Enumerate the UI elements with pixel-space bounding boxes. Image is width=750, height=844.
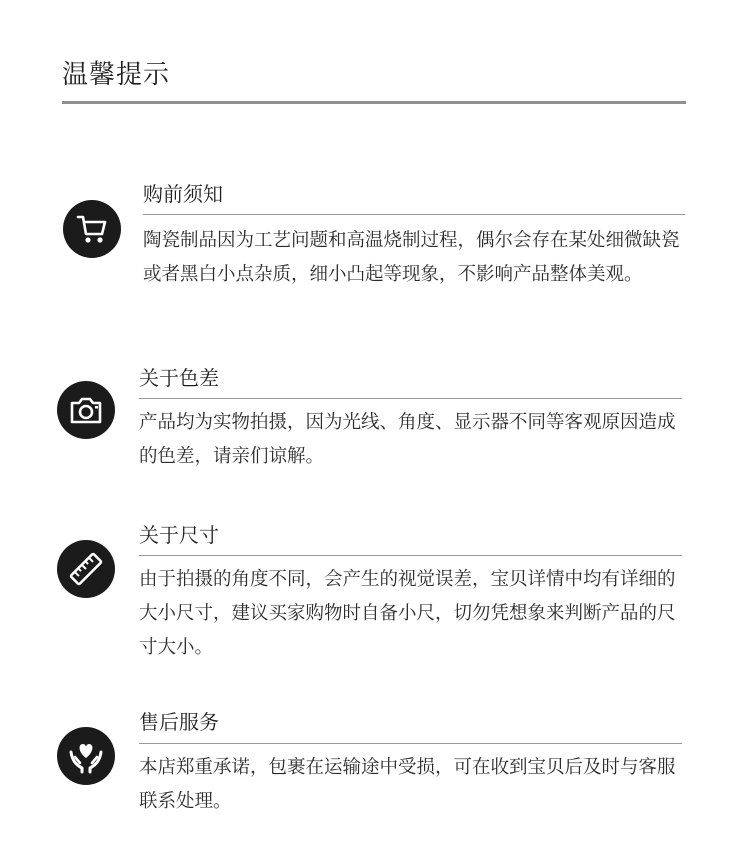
- ruler-icon: [57, 540, 115, 598]
- section-text: 产品均为实物拍摄，因为光线、角度、显示器不同等客观原因造成的色差，请亲们谅解。: [139, 412, 676, 467]
- cart-icon: [63, 200, 121, 258]
- section-heading: 关于尺寸: [139, 523, 219, 547]
- heart-hands-icon: [57, 727, 115, 785]
- section-text: 本店郑重承诺，包裹在运输途中受损，可在收到宝贝后及时与客服联系处理。: [139, 757, 676, 812]
- section-divider: [139, 555, 682, 556]
- section-heading: 购前须知: [143, 182, 223, 206]
- section-heading: 售后服务: [139, 710, 219, 734]
- camera-icon: [57, 381, 115, 439]
- section-heading: 关于色差: [139, 366, 219, 390]
- section-text: 陶瓷制品因为工艺问题和高温烧制过程，偶尔会存在某处细微缺瓷或者黑白小点杂质，细小凸起等现象，不影响产品整体美观。: [143, 230, 680, 285]
- section-divider: [139, 743, 682, 744]
- title-divider: [62, 101, 686, 104]
- section-text: 由于拍摄的角度不同，会产生的视觉误差，宝贝详情中均有详细的大小尺寸，建议买家购物时自备小尺，切勿凭想象来判断产品的尺寸大小。: [139, 569, 676, 658]
- page-title: 温馨提示: [62, 60, 171, 90]
- section-divider: [139, 398, 682, 399]
- section-divider: [143, 214, 685, 215]
